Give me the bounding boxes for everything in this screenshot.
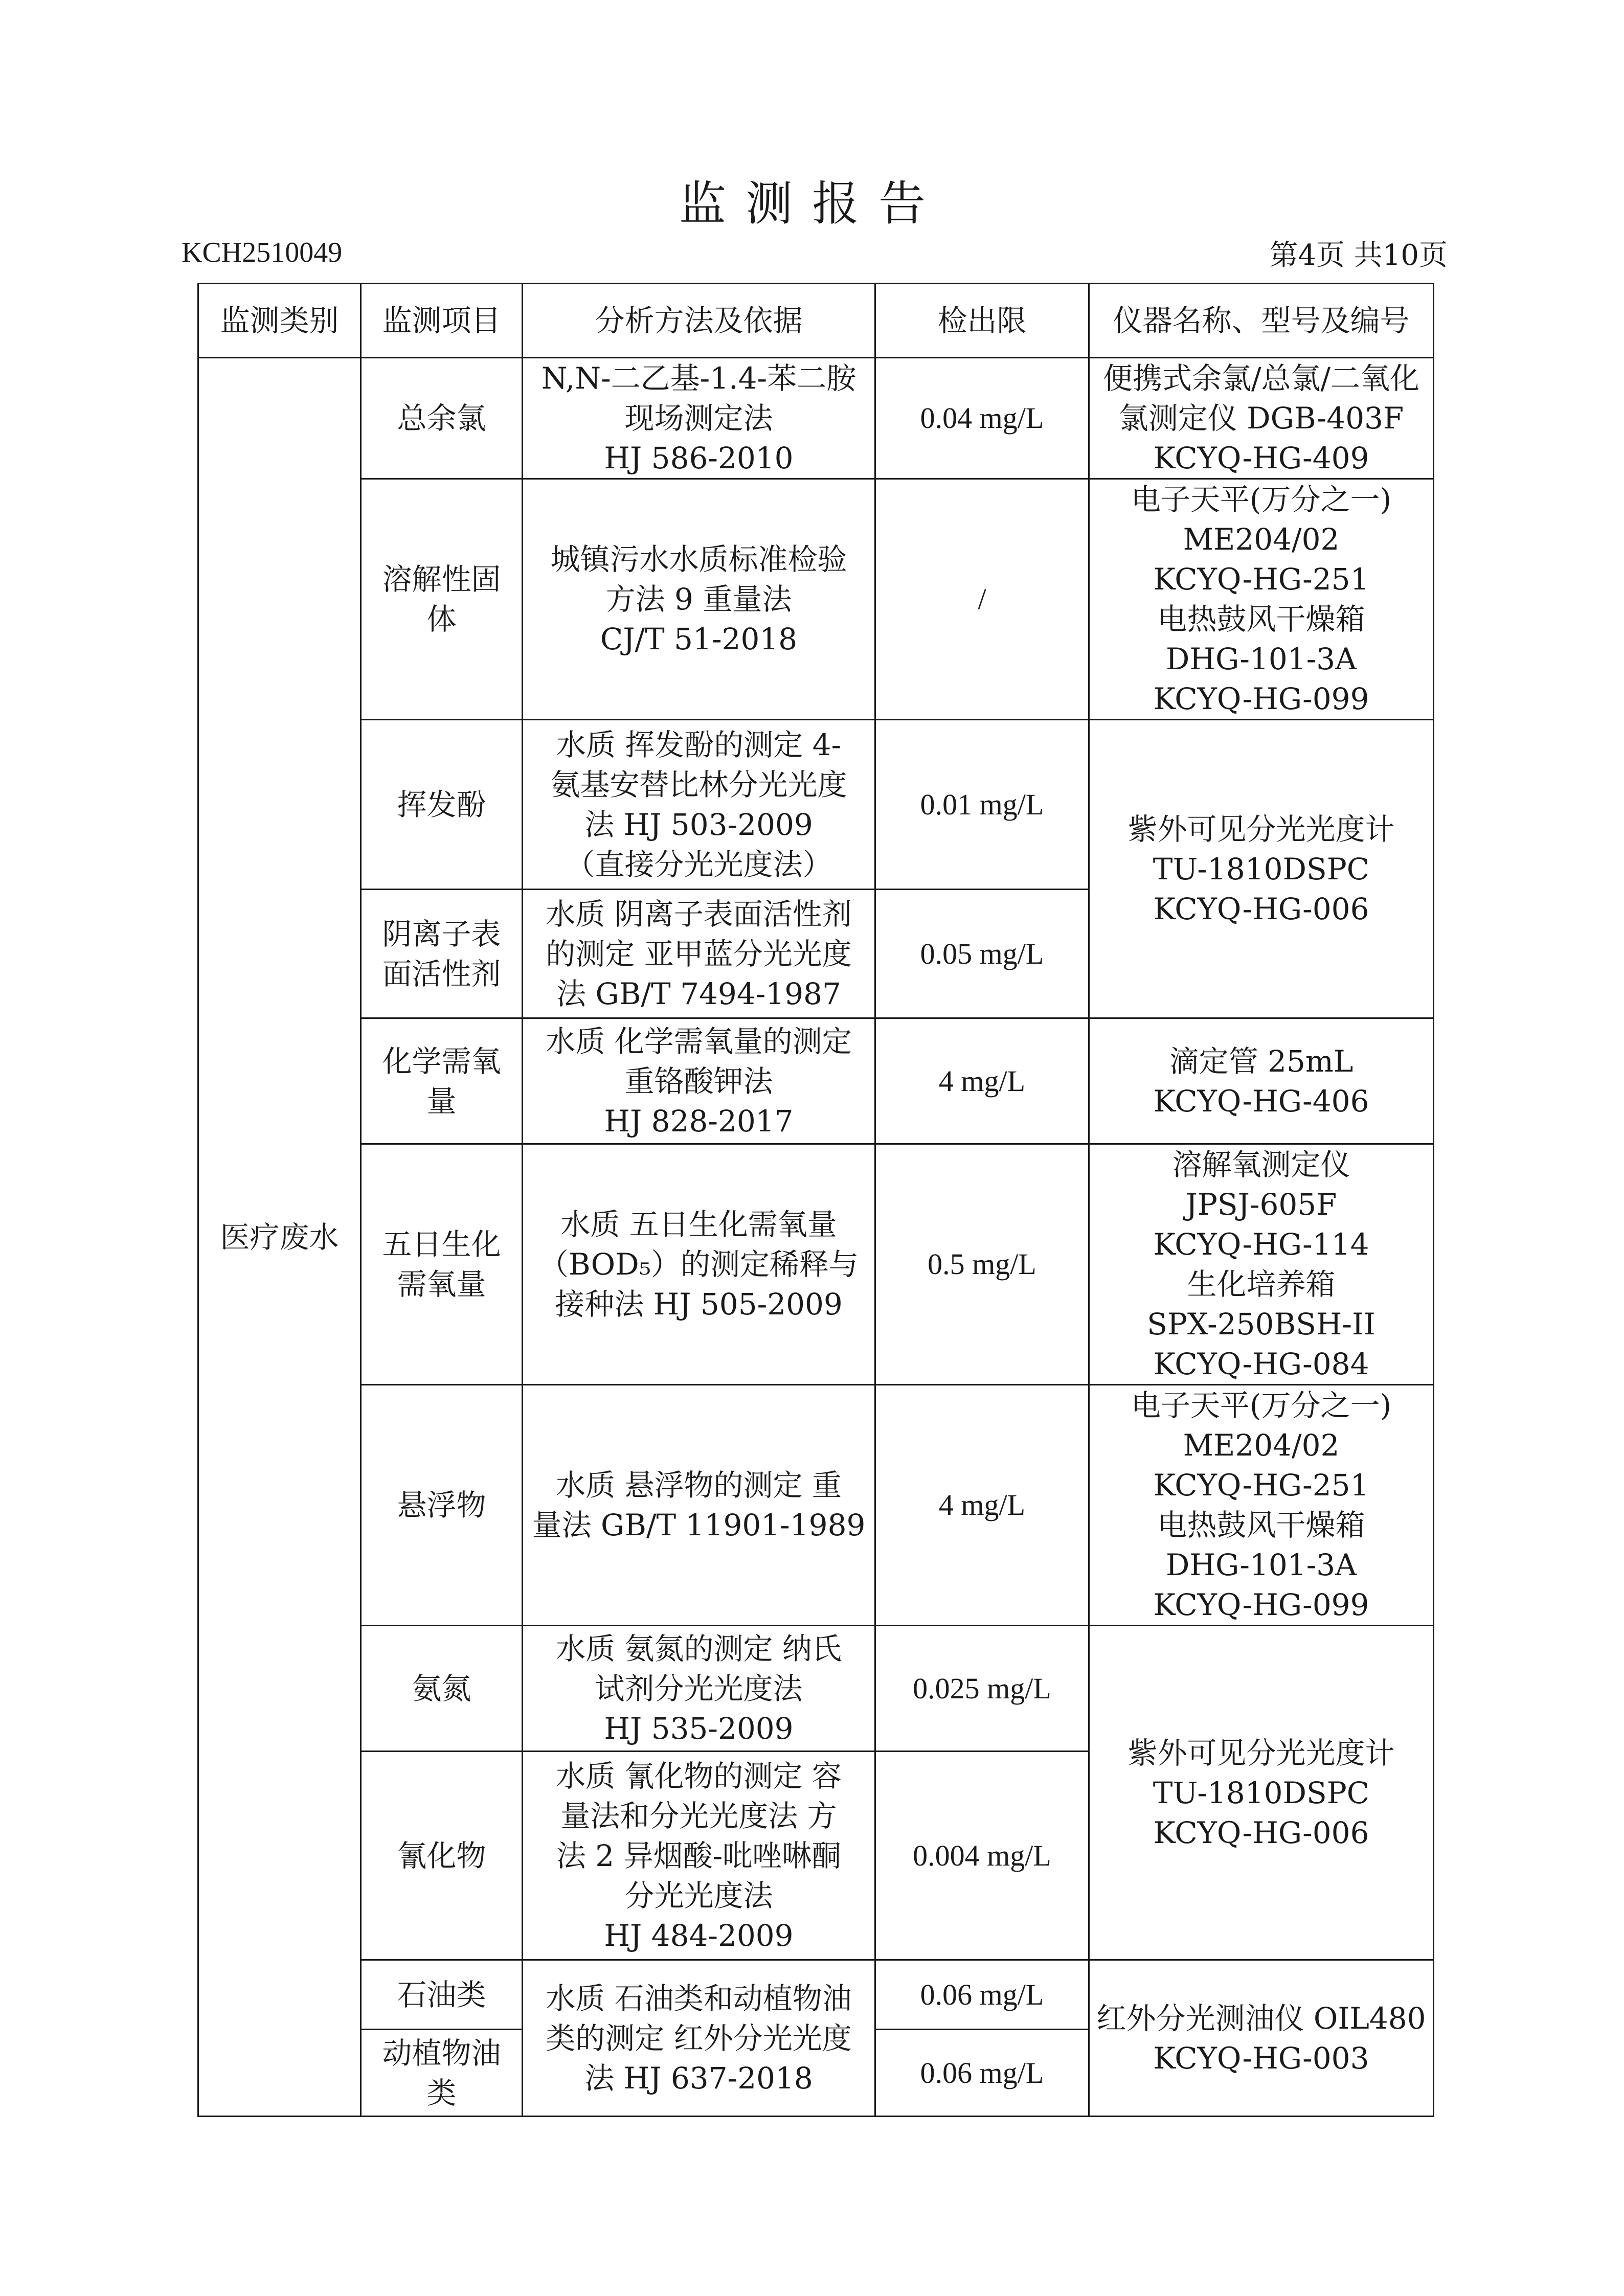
method-cell: 水质 石油类和动植物油 类的测定 红外分光光度 法 HJ 637-2018	[523, 1960, 875, 2117]
table-header-row	[198, 284, 1434, 358]
instrument-cell: 滴定管 25mL KCYQ-HG-406	[1089, 1018, 1434, 1144]
table-row	[198, 1144, 1434, 1385]
table-row	[198, 479, 1434, 720]
limit-cell: 4 mg/L	[875, 1018, 1089, 1144]
method-cell: 水质 化学需氧量的测定 重铬酸钾法 HJ 828-2017	[523, 1018, 875, 1144]
table-row	[198, 1960, 1434, 2030]
item-cell: 溶解性固 体	[361, 479, 523, 720]
method-cell: 水质 氰化物的测定 容 量法和分光光度法 方 法 2 异烟酸-吡唑啉酮 分光光度法 HJ 484-2009	[523, 1752, 875, 1960]
limit-cell: 4 mg/L	[875, 1385, 1089, 1626]
item-cell: 挥发酚	[361, 720, 523, 890]
limit-cell: 0.04 mg/L	[875, 358, 1089, 479]
instrument-cell: 红外分光测油仪 OIL480 KCYQ-HG-003	[1089, 1960, 1434, 2117]
item-cell: 总余氯	[361, 358, 523, 479]
limit-cell: 0.06 mg/L	[875, 1960, 1089, 2030]
item-cell: 悬浮物	[361, 1385, 523, 1626]
table-row	[198, 1385, 1434, 1626]
limit-cell: 0.5 mg/L	[875, 1144, 1089, 1385]
column-header: 监测类别	[198, 284, 361, 358]
instrument-cell: 溶解氧测定仪 JPSJ-605F KCYQ-HG-114 生化培养箱 SPX-250BSH-II KCYQ-HG-084	[1089, 1144, 1434, 1385]
table-row	[198, 720, 1434, 890]
method-cell: 水质 阴离子表面活性剂 的测定 亚甲蓝分光光度 法 GB/T 7494-1987	[523, 890, 875, 1018]
item-cell: 氰化物	[361, 1752, 523, 1960]
column-header: 仪器名称、型号及编号	[1089, 284, 1434, 358]
instrument-cell: 电子天平(万分之一) ME204/02 KCYQ-HG-251 电热鼓风干燥箱 DHG-101-3A KCYQ-HG-099	[1089, 1385, 1434, 1626]
item-cell: 石油类	[361, 1960, 523, 2030]
item-cell: 五日生化 需氧量	[361, 1144, 523, 1385]
instrument-cell: 紫外可见分光光度计 TU-1810DSPC KCYQ-HG-006	[1089, 1626, 1434, 1960]
report-number: KCH2510049	[182, 237, 343, 268]
column-header: 分析方法及依据	[523, 284, 875, 358]
method-cell: 水质 五日生化需氧量 （BOD₅）的测定稀释与 接种法 HJ 505-2009	[523, 1144, 875, 1385]
column-header: 检出限	[875, 284, 1089, 358]
method-cell: 水质 挥发酚的测定 4- 氨基安替比林分光光度 法 HJ 503-2009 （直接分光光度法）	[523, 720, 875, 890]
table-row	[198, 358, 1434, 479]
item-cell: 化学需氧 量	[361, 1018, 523, 1144]
limit-cell: 0.06 mg/L	[875, 2030, 1089, 2117]
limit-cell: 0.01 mg/L	[875, 720, 1089, 890]
method-cell: 水质 氨氮的测定 纳氏 试剂分光光度法 HJ 535-2009	[523, 1626, 875, 1752]
page-info: 第4页 共10页	[1269, 239, 1448, 272]
method-cell: 水质 悬浮物的测定 重 量法 GB/T 11901-1989	[523, 1385, 875, 1626]
limit-cell: 0.05 mg/L	[875, 890, 1089, 1018]
limit-cell: 0.025 mg/L	[875, 1626, 1089, 1752]
instrument-cell: 便携式余氯/总氯/二氧化 氯测定仪 DGB-403F KCYQ-HG-409	[1089, 358, 1434, 479]
limit-cell: 0.004 mg/L	[875, 1752, 1089, 1960]
table-row	[198, 1018, 1434, 1144]
column-header: 监测项目	[361, 284, 523, 358]
instrument-cell: 电子天平(万分之一) ME204/02 KCYQ-HG-251 电热鼓风干燥箱 DHG-101-3A KCYQ-HG-099	[1089, 479, 1434, 720]
item-cell: 动植物油 类	[361, 2030, 523, 2117]
item-cell: 阴离子表 面活性剂	[361, 890, 523, 1018]
table-row	[198, 1626, 1434, 1752]
method-cell: N,N-二乙基-1.4-苯二胺 现场测定法 HJ 586-2010	[523, 358, 875, 479]
limit-cell: /	[875, 479, 1089, 720]
method-cell: 城镇污水水质标准检验 方法 9 重量法 CJ/T 51-2018	[523, 479, 875, 720]
instrument-cell: 紫外可见分光光度计 TU-1810DSPC KCYQ-HG-006	[1089, 720, 1434, 1018]
category-cell: 医疗废水	[198, 358, 361, 2117]
report-title: 监测报告	[679, 176, 945, 231]
item-cell: 氨氮	[361, 1626, 523, 1752]
monitoring-table	[197, 283, 1434, 2117]
